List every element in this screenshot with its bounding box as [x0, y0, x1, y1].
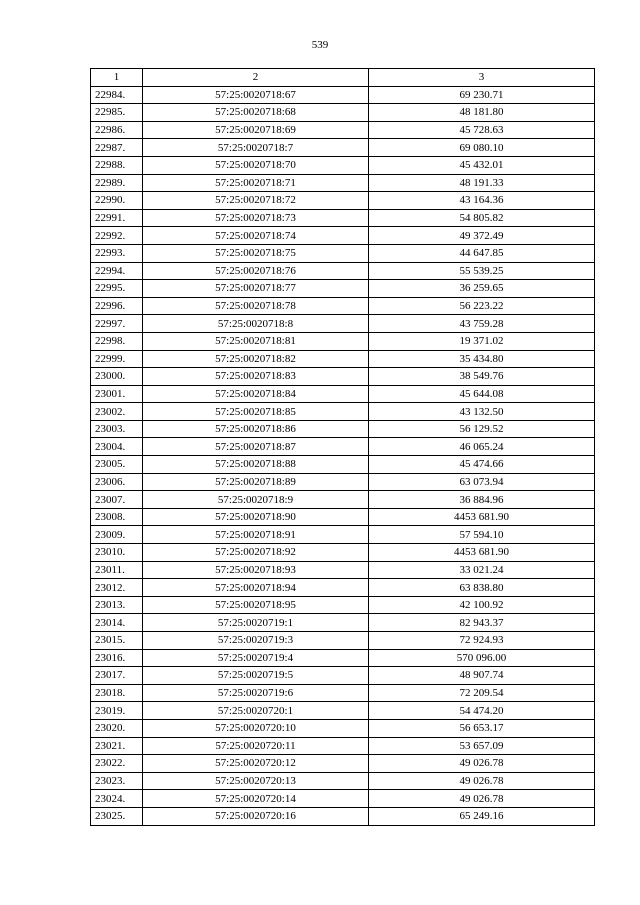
table-row [91, 579, 595, 597]
row-number-cell: 22985. [91, 104, 143, 122]
cadastral-number-cell: 57:25:0020718:90 [143, 508, 369, 526]
table-row [91, 544, 595, 562]
row-number-cell: 23002. [91, 403, 143, 421]
cadastral-number-cell: 57:25:0020718:88 [143, 456, 369, 474]
table-row [91, 104, 595, 122]
cadastral-value-cell: 49 026.78 [369, 790, 595, 808]
row-number-cell: 23022. [91, 755, 143, 773]
row-number-cell: 23019. [91, 702, 143, 720]
row-number-cell: 23013. [91, 596, 143, 614]
row-number-cell: 23010. [91, 544, 143, 562]
row-number-cell: 23001. [91, 385, 143, 403]
table-row [91, 156, 595, 174]
table-row [91, 209, 595, 227]
cadastral-number-cell: 57:25:0020718:73 [143, 209, 369, 227]
cadastral-value-table [90, 68, 595, 826]
cadastral-value-cell: 54 805.82 [369, 209, 595, 227]
cadastral-number-cell: 57:25:0020718:83 [143, 368, 369, 386]
table-row [91, 121, 595, 139]
cadastral-value-cell: 45 432.01 [369, 156, 595, 174]
row-number-cell: 23015. [91, 632, 143, 650]
cadastral-value-cell: 56 129.52 [369, 420, 595, 438]
table-row [91, 385, 595, 403]
cadastral-number-cell: 57:25:0020718:8 [143, 315, 369, 333]
cadastral-value-cell: 48 191.33 [369, 174, 595, 192]
table-row [91, 649, 595, 667]
table-row [91, 807, 595, 825]
cadastral-number-cell: 57:25:0020718:67 [143, 86, 369, 104]
page-number: 539 [311, 39, 329, 51]
cadastral-value-cell: 72 924.93 [369, 632, 595, 650]
cadastral-value-cell: 48 181.80 [369, 104, 595, 122]
cadastral-number-cell: 57:25:0020718:86 [143, 420, 369, 438]
table-row [91, 420, 595, 438]
row-number-cell: 23003. [91, 420, 143, 438]
table-row [91, 350, 595, 368]
cadastral-value-cell: 4453 681.90 [369, 544, 595, 562]
row-number-cell: 23017. [91, 667, 143, 685]
table-row [91, 684, 595, 702]
cadastral-value-cell: 63 838.80 [369, 579, 595, 597]
row-number-cell: 23024. [91, 790, 143, 808]
cadastral-number-cell: 57:25:0020718:94 [143, 579, 369, 597]
row-number-cell: 22990. [91, 192, 143, 210]
row-number-cell: 23008. [91, 508, 143, 526]
cadastral-number-cell: 57:25:0020719:3 [143, 632, 369, 650]
cadastral-value-cell: 82 943.37 [369, 614, 595, 632]
cadastral-number-cell: 57:25:0020718:95 [143, 596, 369, 614]
row-number-cell: 23023. [91, 772, 143, 790]
row-number-cell: 23006. [91, 473, 143, 491]
table-row [91, 456, 595, 474]
table-row [91, 297, 595, 315]
row-number-cell: 23009. [91, 526, 143, 544]
cadastral-number-cell: 57:25:0020718:89 [143, 473, 369, 491]
cadastral-value-cell: 42 100.92 [369, 596, 595, 614]
cadastral-number-cell: 57:25:0020718:84 [143, 385, 369, 403]
row-number-cell: 23016. [91, 649, 143, 667]
row-number-cell: 22984. [91, 86, 143, 104]
cadastral-value-cell: 69 080.10 [369, 139, 595, 157]
cadastral-number-cell: 57:25:0020718:68 [143, 104, 369, 122]
cadastral-number-cell: 57:25:0020720:11 [143, 737, 369, 755]
cadastral-number-cell: 57:25:0020718:75 [143, 244, 369, 262]
cadastral-number-cell: 57:25:0020718:87 [143, 438, 369, 456]
cadastral-value-cell: 54 474.20 [369, 702, 595, 720]
cadastral-value-cell: 56 653.17 [369, 719, 595, 737]
cadastral-value-cell: 72 209.54 [369, 684, 595, 702]
cadastral-number-cell: 57:25:0020718:81 [143, 332, 369, 350]
row-number-cell: 23000. [91, 368, 143, 386]
table-row [91, 86, 595, 104]
cadastral-number-cell: 57:25:0020718:72 [143, 192, 369, 210]
row-number-cell: 22997. [91, 315, 143, 333]
cadastral-number-cell: 57:25:0020719:5 [143, 667, 369, 685]
table-row [91, 280, 595, 298]
cadastral-number-cell: 57:25:0020718:77 [143, 280, 369, 298]
cadastral-number-cell: 57:25:0020718:7 [143, 139, 369, 157]
table-row [91, 192, 595, 210]
cadastral-number-cell: 57:25:0020718:85 [143, 403, 369, 421]
cadastral-number-cell: 57:25:0020718:93 [143, 561, 369, 579]
cadastral-value-cell: 19 371.02 [369, 332, 595, 350]
table-row [91, 227, 595, 245]
cadastral-value-cell: 45 728.63 [369, 121, 595, 139]
cadastral-value-cell: 43 132.50 [369, 403, 595, 421]
cadastral-number-cell: 57:25:0020718:78 [143, 297, 369, 315]
cadastral-number-cell: 57:25:0020720:13 [143, 772, 369, 790]
cadastral-value-cell: 4453 681.90 [369, 508, 595, 526]
table-body [91, 86, 595, 825]
cadastral-number-cell: 57:25:0020718:91 [143, 526, 369, 544]
row-number-cell: 22992. [91, 227, 143, 245]
cadastral-number-cell: 57:25:0020719:4 [143, 649, 369, 667]
row-number-cell: 22989. [91, 174, 143, 192]
cadastral-number-cell: 57:25:0020718:71 [143, 174, 369, 192]
table-row [91, 755, 595, 773]
cadastral-number-cell: 57:25:0020718:70 [143, 156, 369, 174]
table-row [91, 561, 595, 579]
cadastral-value-cell: 36 884.96 [369, 491, 595, 509]
cadastral-value-cell: 49 026.78 [369, 772, 595, 790]
row-number-cell: 23012. [91, 579, 143, 597]
table-row [91, 244, 595, 262]
row-number-cell: 22991. [91, 209, 143, 227]
cadastral-number-cell: 57:25:0020718:92 [143, 544, 369, 562]
cadastral-number-cell: 57:25:0020719:1 [143, 614, 369, 632]
table-row [91, 719, 595, 737]
cadastral-value-cell: 46 065.24 [369, 438, 595, 456]
cadastral-value-cell: 53 657.09 [369, 737, 595, 755]
column-header-1: 1 [91, 69, 143, 87]
cadastral-value-cell: 63 073.94 [369, 473, 595, 491]
table-row [91, 702, 595, 720]
table-row [91, 403, 595, 421]
table-row [91, 526, 595, 544]
table-row [91, 614, 595, 632]
table-row [91, 667, 595, 685]
table-row [91, 438, 595, 456]
column-header-3: 3 [369, 69, 595, 87]
table-row [91, 632, 595, 650]
cadastral-value-cell: 33 021.24 [369, 561, 595, 579]
row-number-cell: 22995. [91, 280, 143, 298]
table-row [91, 368, 595, 386]
table-row [91, 737, 595, 755]
row-number-cell: 22993. [91, 244, 143, 262]
cadastral-value-cell: 45 474.66 [369, 456, 595, 474]
cadastral-value-cell: 49 372.49 [369, 227, 595, 245]
cadastral-value-cell: 48 907.74 [369, 667, 595, 685]
row-number-cell: 23020. [91, 719, 143, 737]
cadastral-value-cell: 43 759.28 [369, 315, 595, 333]
cadastral-number-cell: 57:25:0020720:16 [143, 807, 369, 825]
cadastral-value-cell: 570 096.00 [369, 649, 595, 667]
cadastral-value-cell: 44 647.85 [369, 244, 595, 262]
cadastral-value-cell: 69 230.71 [369, 86, 595, 104]
cadastral-number-cell: 57:25:0020718:74 [143, 227, 369, 245]
table-row [91, 790, 595, 808]
table-row [91, 473, 595, 491]
table-row [91, 262, 595, 280]
cadastral-number-cell: 57:25:0020720:12 [143, 755, 369, 773]
table-header [91, 69, 595, 87]
row-number-cell: 23014. [91, 614, 143, 632]
cadastral-number-cell: 57:25:0020718:82 [143, 350, 369, 368]
cadastral-number-cell: 57:25:0020720:1 [143, 702, 369, 720]
table-row [91, 491, 595, 509]
row-number-cell: 23011. [91, 561, 143, 579]
cadastral-value-cell: 36 259.65 [369, 280, 595, 298]
table-row [91, 315, 595, 333]
cadastral-number-cell: 57:25:0020720:10 [143, 719, 369, 737]
cadastral-value-cell: 55 539.25 [369, 262, 595, 280]
row-number-cell: 22999. [91, 350, 143, 368]
header-row [91, 69, 595, 87]
cadastral-value-cell: 57 594.10 [369, 526, 595, 544]
row-number-cell: 23025. [91, 807, 143, 825]
table-row [91, 508, 595, 526]
row-number-cell: 22996. [91, 297, 143, 315]
cadastral-value-cell: 43 164.36 [369, 192, 595, 210]
cadastral-value-cell: 35 434.80 [369, 350, 595, 368]
table-row [91, 139, 595, 157]
row-number-cell: 22988. [91, 156, 143, 174]
row-number-cell: 23007. [91, 491, 143, 509]
column-header-2: 2 [143, 69, 369, 87]
row-number-cell: 23005. [91, 456, 143, 474]
row-number-cell: 23021. [91, 737, 143, 755]
cadastral-number-cell: 57:25:0020718:9 [143, 491, 369, 509]
row-number-cell: 23018. [91, 684, 143, 702]
cadastral-value-cell: 38 549.76 [369, 368, 595, 386]
table-row [91, 772, 595, 790]
cadastral-value-cell: 49 026.78 [369, 755, 595, 773]
cadastral-value-cell: 45 644.08 [369, 385, 595, 403]
table-row [91, 332, 595, 350]
table-row [91, 174, 595, 192]
row-number-cell: 22994. [91, 262, 143, 280]
cadastral-number-cell: 57:25:0020718:69 [143, 121, 369, 139]
cadastral-number-cell: 57:25:0020720:14 [143, 790, 369, 808]
row-number-cell: 22998. [91, 332, 143, 350]
row-number-cell: 23004. [91, 438, 143, 456]
cadastral-value-cell: 65 249.16 [369, 807, 595, 825]
cadastral-value-cell: 56 223.22 [369, 297, 595, 315]
table-row [91, 596, 595, 614]
cadastral-number-cell: 57:25:0020719:6 [143, 684, 369, 702]
row-number-cell: 22987. [91, 139, 143, 157]
cadastral-number-cell: 57:25:0020718:76 [143, 262, 369, 280]
row-number-cell: 22986. [91, 121, 143, 139]
